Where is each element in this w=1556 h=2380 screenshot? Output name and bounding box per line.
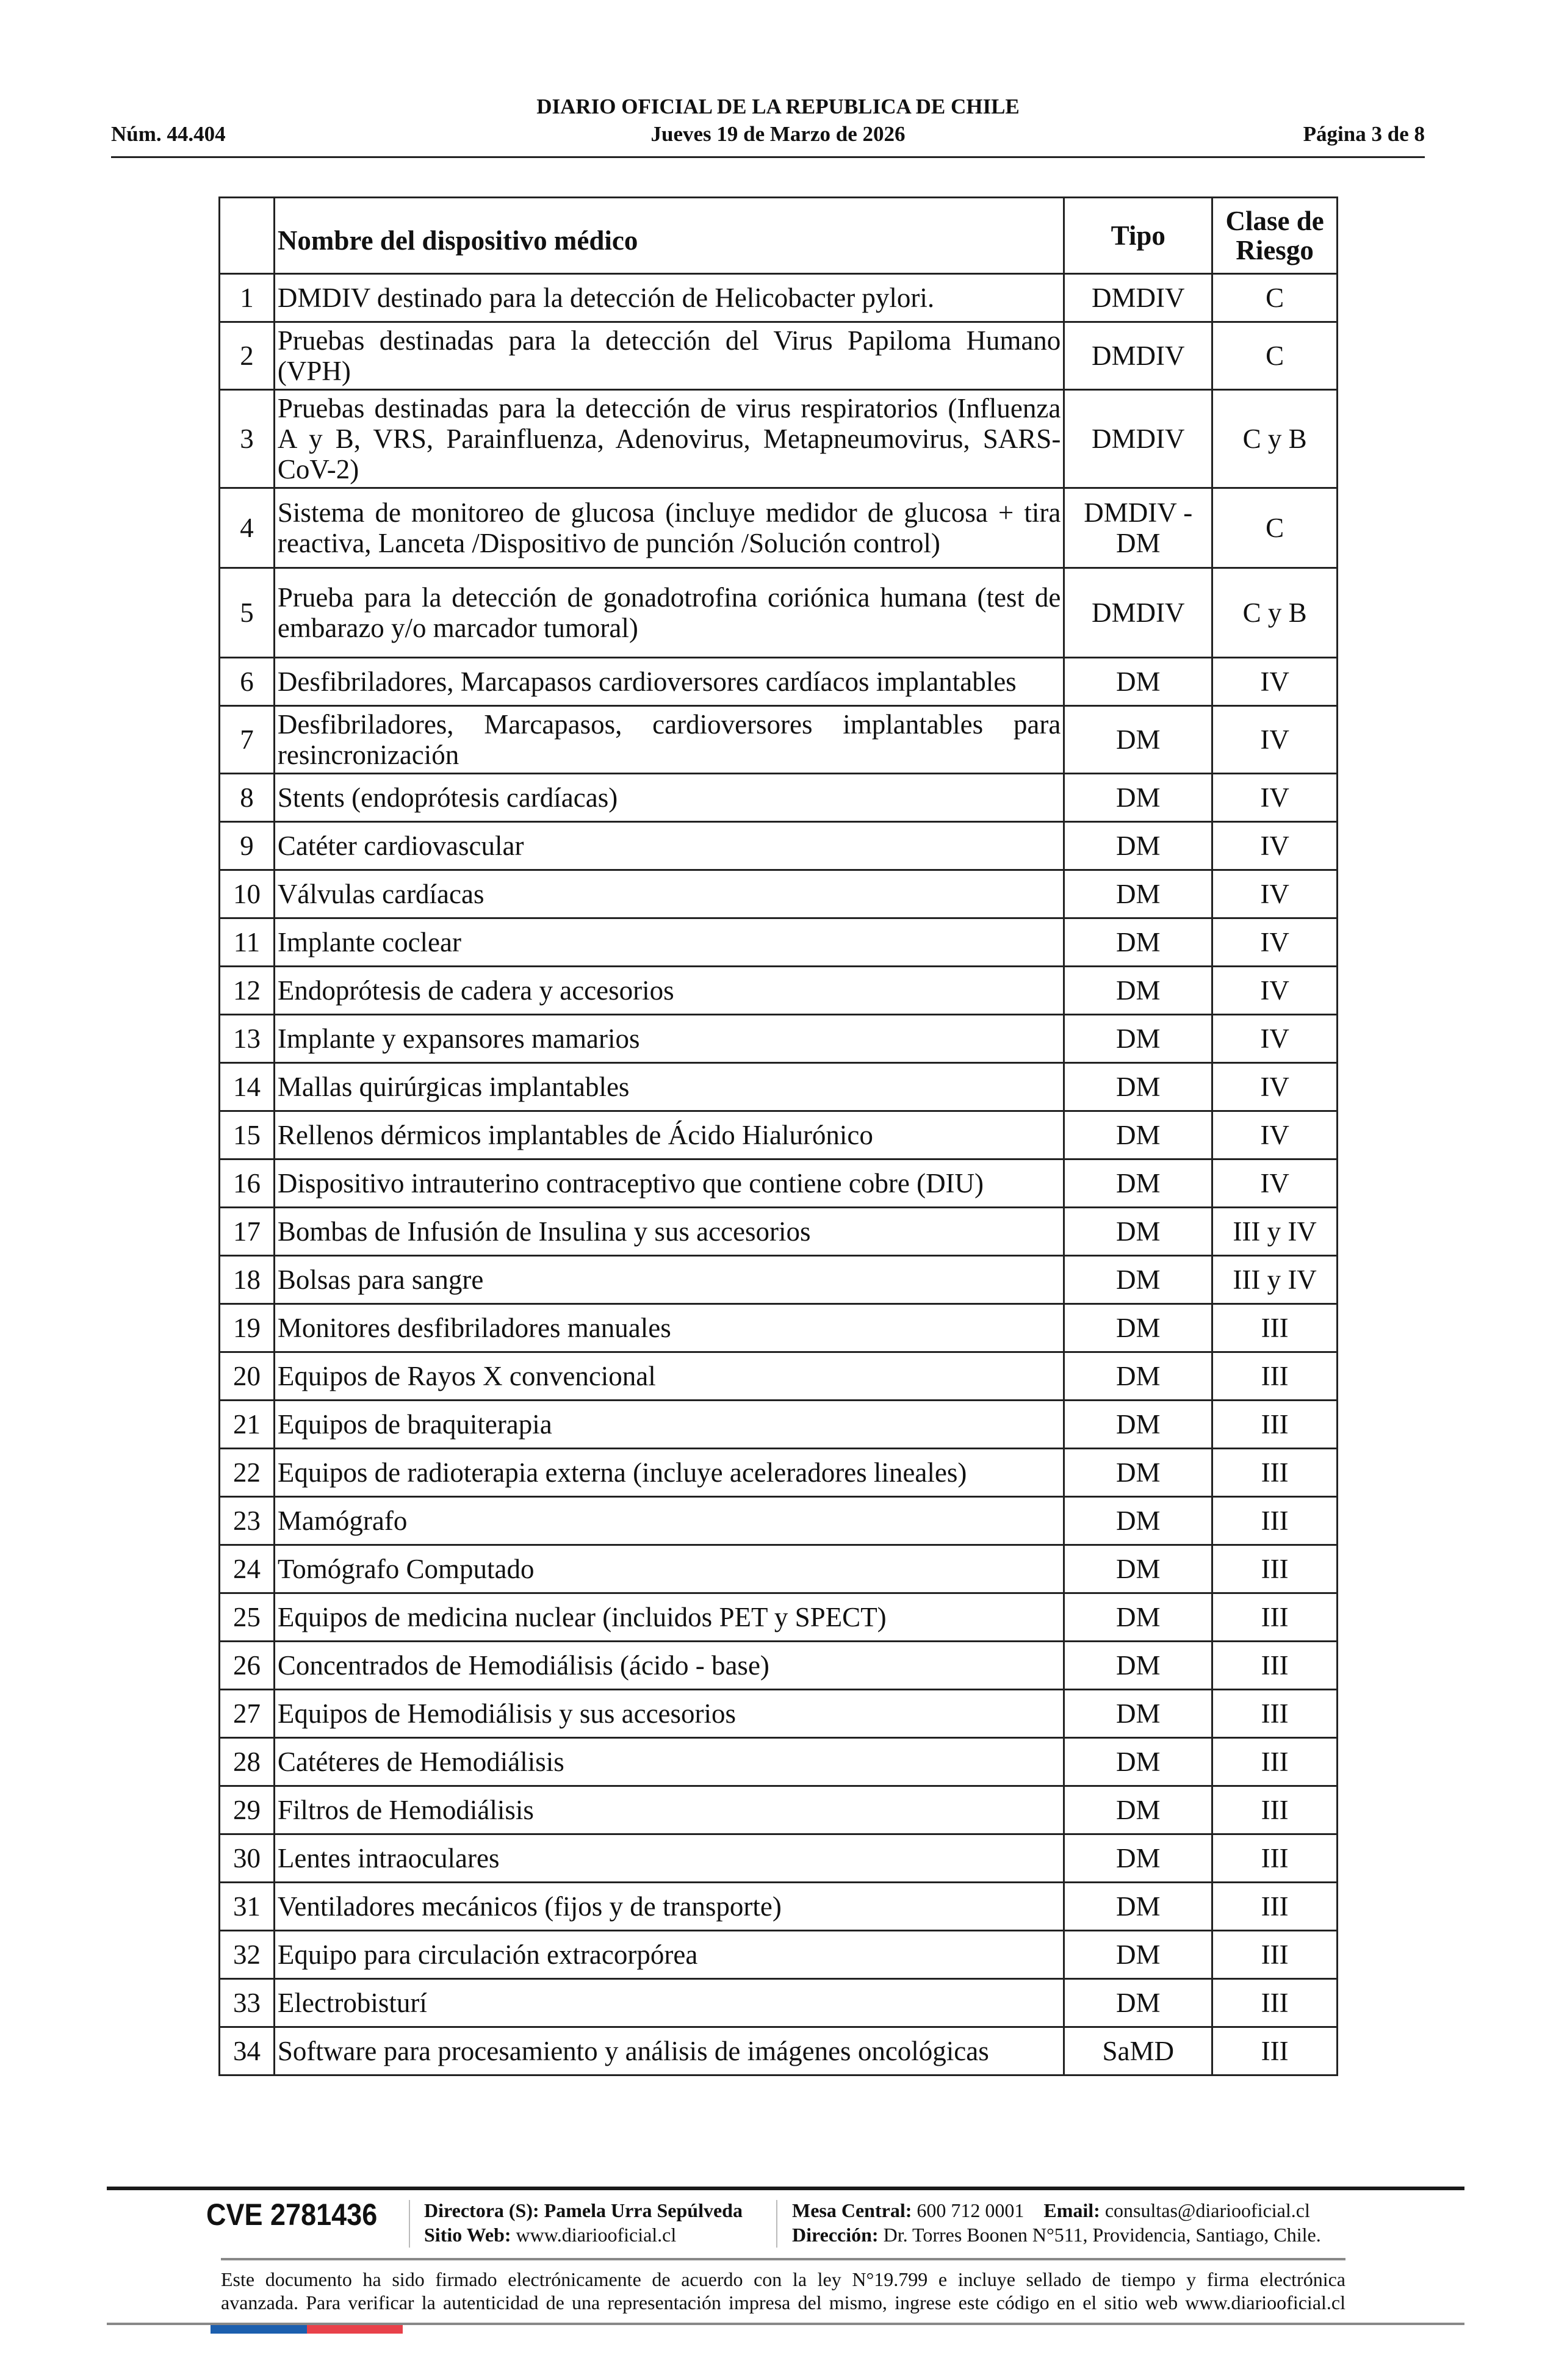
risk-class: IV xyxy=(1212,918,1338,967)
table-row xyxy=(220,1015,1338,1063)
column-header-risk-class: Clase de Riesgo xyxy=(1212,198,1338,274)
risk-class: III xyxy=(1212,1786,1338,1834)
row-number: 29 xyxy=(220,1786,275,1834)
device-type: DM xyxy=(1064,1834,1212,1883)
row-number: 17 xyxy=(220,1208,275,1256)
risk-class: III xyxy=(1212,1497,1338,1545)
risk-class: C xyxy=(1212,322,1338,390)
device-type: DMDIV xyxy=(1064,274,1212,322)
row-number: 11 xyxy=(220,918,275,967)
risk-class: IV xyxy=(1212,1015,1338,1063)
table-row xyxy=(220,870,1338,918)
table-row xyxy=(220,1304,1338,1352)
device-name: Implante coclear xyxy=(274,918,1064,967)
device-name: Rellenos dérmicos implantables de Ácido Hialurónico xyxy=(274,1111,1064,1159)
risk-class: IV xyxy=(1212,967,1338,1015)
table-row xyxy=(220,322,1338,390)
row-number: 12 xyxy=(220,967,275,1015)
risk-class: C xyxy=(1212,274,1338,322)
risk-class: III xyxy=(1212,1401,1338,1449)
table-row xyxy=(220,1545,1338,1593)
row-number: 1 xyxy=(220,274,275,322)
table-row xyxy=(220,967,1338,1015)
device-type: DM xyxy=(1064,1690,1212,1738)
phone-label: Mesa Central: xyxy=(792,2199,912,2221)
device-name: Implante y expansores mamarios xyxy=(274,1015,1064,1063)
risk-class: III xyxy=(1212,1690,1338,1738)
device-type: DM xyxy=(1064,1256,1212,1304)
table-row xyxy=(220,1834,1338,1883)
device-name: Catéteres de Hemodiálisis xyxy=(274,1738,1064,1786)
row-number: 10 xyxy=(220,870,275,918)
device-name: Bombas de Infusión de Insulina y sus accesorios xyxy=(274,1208,1064,1256)
table-row xyxy=(220,1979,1338,2027)
device-name: Mallas quirúrgicas implantables xyxy=(274,1063,1064,1111)
table-row xyxy=(220,274,1338,322)
device-name: Desfibriladores, Marcapasos, cardioversores implantables para resincronización xyxy=(274,706,1064,774)
table-row xyxy=(220,568,1338,658)
footer-separator xyxy=(409,2200,410,2248)
device-name: Sistema de monitoreo de glucosa (incluye medidor de glucosa + tira reactiva, Lanceta /Dispositivo de punción /Solución control) xyxy=(274,488,1064,568)
risk-class: III xyxy=(1212,1352,1338,1401)
address-value: Dr. Torres Boonen N°511, Providencia, Santiago, Chile. xyxy=(883,2224,1321,2246)
row-number: 30 xyxy=(220,1834,275,1883)
device-type: DM xyxy=(1064,1545,1212,1593)
device-name: Monitores desfibriladores manuales xyxy=(274,1304,1064,1352)
risk-class: C xyxy=(1212,488,1338,568)
risk-class: III xyxy=(1212,1545,1338,1593)
device-name: Dispositivo intrauterino contraceptivo que contiene cobre (DIU) xyxy=(274,1159,1064,1208)
table-row xyxy=(220,918,1338,967)
table-row xyxy=(220,822,1338,870)
row-number: 18 xyxy=(220,1256,275,1304)
device-type: DM xyxy=(1064,1642,1212,1690)
column-header-type: Tipo xyxy=(1064,198,1212,274)
device-name: Equipo para circulación extracorpórea xyxy=(274,1931,1064,1979)
device-name: Desfibriladores, Marcapasos cardioversores cardíacos implantables xyxy=(274,658,1064,706)
device-type: DM xyxy=(1064,1979,1212,2027)
email-link[interactable]: consultas@diariooficial.cl xyxy=(1104,2199,1310,2221)
device-type: DM xyxy=(1064,1497,1212,1545)
table-row xyxy=(220,1642,1338,1690)
device-type: DM xyxy=(1064,967,1212,1015)
column-header-number xyxy=(220,198,275,274)
risk-class: III xyxy=(1212,2027,1338,2075)
row-number: 13 xyxy=(220,1015,275,1063)
header-divider xyxy=(111,156,1425,158)
device-type: DM xyxy=(1064,1111,1212,1159)
table-row xyxy=(220,774,1338,822)
risk-class: III xyxy=(1212,1834,1338,1883)
risk-class: III xyxy=(1212,1642,1338,1690)
row-number: 25 xyxy=(220,1593,275,1642)
device-name: Electrobisturí xyxy=(274,1979,1064,2027)
flag-stripe-red xyxy=(307,2325,403,2334)
row-number: 4 xyxy=(220,488,275,568)
device-type: DM xyxy=(1064,1352,1212,1401)
device-type: DMDIV xyxy=(1064,568,1212,658)
signature-notice-line: avanzada. Para verificar la autenticidad de una representación impresa del mismo, ingrese este código en el sitio web www.diariooficial.cl xyxy=(221,2292,1345,2313)
device-name: Equipos de braquiterapia xyxy=(274,1401,1064,1449)
table-row xyxy=(220,488,1338,568)
table-row xyxy=(220,1497,1338,1545)
row-number: 3 xyxy=(220,390,275,488)
device-type: DM xyxy=(1064,1159,1212,1208)
device-type: DMDIV xyxy=(1064,322,1212,390)
device-type: DM xyxy=(1064,1015,1212,1063)
row-number: 19 xyxy=(220,1304,275,1352)
device-type: DM xyxy=(1064,822,1212,870)
director-label: Directora (S): xyxy=(424,2199,539,2221)
device-name: Equipos de medicina nuclear (incluidos PET y SPECT) xyxy=(274,1593,1064,1642)
device-name: Pruebas destinadas para la detección de virus respiratorios (Influenza A y B, VRS, Parainfluenza, Adenovirus, Metapneumovirus, SARS-CoV-2) xyxy=(274,390,1064,488)
device-name: Stents (endoprótesis cardíacas) xyxy=(274,774,1064,822)
device-type: DM xyxy=(1064,1931,1212,1979)
risk-class: III xyxy=(1212,1738,1338,1786)
phone-value: 600 712 0001 xyxy=(917,2199,1025,2221)
row-number: 31 xyxy=(220,1883,275,1931)
row-number: 5 xyxy=(220,568,275,658)
device-name: Filtros de Hemodiálisis xyxy=(274,1786,1064,1834)
risk-class: IV xyxy=(1212,1063,1338,1111)
device-type: DM xyxy=(1064,1208,1212,1256)
address-label: Dirección: xyxy=(792,2224,879,2246)
risk-class: III y IV xyxy=(1212,1256,1338,1304)
device-name: Pruebas destinadas para la detección del Virus Papiloma Humano (VPH) xyxy=(274,322,1064,390)
web-link[interactable]: www.diariooficial.cl xyxy=(516,2224,677,2246)
device-name: Equipos de Rayos X convencional xyxy=(274,1352,1064,1401)
table-row xyxy=(220,390,1338,488)
risk-class: III xyxy=(1212,1979,1338,2027)
risk-class: III xyxy=(1212,1883,1338,1931)
risk-class: IV xyxy=(1212,1111,1338,1159)
table-body xyxy=(220,274,1338,2075)
device-name: Catéter cardiovascular xyxy=(274,822,1064,870)
device-name: Bolsas para sangre xyxy=(274,1256,1064,1304)
device-name: Endoprótesis de cadera y accesorios xyxy=(274,967,1064,1015)
row-number: 27 xyxy=(220,1690,275,1738)
device-type: DM xyxy=(1064,1449,1212,1497)
device-type: DMDIV xyxy=(1064,390,1212,488)
device-type: DM xyxy=(1064,918,1212,967)
row-number: 33 xyxy=(220,1979,275,2027)
table-row xyxy=(220,1738,1338,1786)
device-type: DM xyxy=(1064,706,1212,774)
medical-devices-table xyxy=(218,197,1338,2076)
row-number: 20 xyxy=(220,1352,275,1401)
risk-class: III xyxy=(1212,1449,1338,1497)
device-type: DM xyxy=(1064,1304,1212,1352)
risk-class: IV xyxy=(1212,706,1338,774)
table-header-row xyxy=(220,198,1338,274)
device-name: Prueba para la detección de gonadotrofina coriónica humana (test de embarazo y/o marcador tumoral) xyxy=(274,568,1064,658)
table-row xyxy=(220,1931,1338,1979)
device-name: Software para procesamiento y análisis de imágenes oncológicas xyxy=(274,2027,1064,2075)
row-number: 26 xyxy=(220,1642,275,1690)
device-type: DM xyxy=(1064,774,1212,822)
row-number: 8 xyxy=(220,774,275,822)
device-name: Ventiladores mecánicos (fijos y de transporte) xyxy=(274,1883,1064,1931)
director-name: Pamela Urra Sepúlveda xyxy=(544,2199,743,2221)
web-label: Sitio Web: xyxy=(424,2224,511,2246)
table-row xyxy=(220,1401,1338,1449)
row-number: 16 xyxy=(220,1159,275,1208)
row-number: 9 xyxy=(220,822,275,870)
row-number: 28 xyxy=(220,1738,275,1786)
table-row xyxy=(220,706,1338,774)
publication-title: DIARIO OFICIAL DE LA REPUBLICA DE CHILE xyxy=(536,95,1020,118)
footer-separator xyxy=(776,2200,777,2248)
table-row xyxy=(220,1352,1338,1401)
device-type: DM xyxy=(1064,1883,1212,1931)
flag-stripe-blue xyxy=(211,2325,307,2334)
risk-class: IV xyxy=(1212,774,1338,822)
table-row xyxy=(220,1883,1338,1931)
device-type: DM xyxy=(1064,870,1212,918)
row-number: 32 xyxy=(220,1931,275,1979)
device-name: Equipos de Hemodiálisis y sus accesorios xyxy=(274,1690,1064,1738)
device-name: Válvulas cardíacas xyxy=(274,870,1064,918)
footer-divider xyxy=(107,2187,1464,2190)
table-row xyxy=(220,1256,1338,1304)
risk-class: III xyxy=(1212,1593,1338,1642)
device-name: Concentrados de Hemodiálisis (ácido - base) xyxy=(274,1642,1064,1690)
table-row xyxy=(220,2027,1338,2075)
device-type: DM xyxy=(1064,1593,1212,1642)
device-type: DM xyxy=(1064,1063,1212,1111)
device-type: DM xyxy=(1064,1401,1212,1449)
device-type: SaMD xyxy=(1064,2027,1212,2075)
signature-notice xyxy=(221,2268,1345,2314)
row-number: 22 xyxy=(220,1449,275,1497)
table-row xyxy=(220,1208,1338,1256)
table-row xyxy=(220,1786,1338,1834)
footer-contact-right xyxy=(792,2198,1321,2247)
risk-class: III xyxy=(1212,1931,1338,1979)
column-header-name: Nombre del dispositivo médico xyxy=(274,198,1064,274)
page-number: Página 3 de 8 xyxy=(1303,122,1425,146)
device-type: DM xyxy=(1064,1738,1212,1786)
device-name: Mamógrafo xyxy=(274,1497,1064,1545)
row-number: 34 xyxy=(220,2027,275,2075)
risk-class: C y B xyxy=(1212,390,1338,488)
cve-code: CVE 2781436 xyxy=(206,2198,378,2232)
table-row xyxy=(220,1593,1338,1642)
device-name: Equipos de radioterapia externa (incluye aceleradores lineales) xyxy=(274,1449,1064,1497)
device-type: DM xyxy=(1064,658,1212,706)
email-label: Email: xyxy=(1043,2199,1100,2221)
risk-class: C y B xyxy=(1212,568,1338,658)
device-name: Tomógrafo Computado xyxy=(274,1545,1064,1593)
risk-class: III y IV xyxy=(1212,1208,1338,1256)
risk-class: IV xyxy=(1212,822,1338,870)
table-row xyxy=(220,1111,1338,1159)
row-number: 21 xyxy=(220,1401,275,1449)
row-number: 23 xyxy=(220,1497,275,1545)
table-row xyxy=(220,1449,1338,1497)
table-row xyxy=(220,1063,1338,1111)
risk-class: IV xyxy=(1212,658,1338,706)
signature-notice-line: Este documento ha sido firmado electrónicamente de acuerdo con la ley N°19.799 e incluye sellado de tiempo y firma electrónica xyxy=(221,2268,1345,2290)
risk-class: IV xyxy=(1212,1159,1338,1208)
risk-class: III xyxy=(1212,1304,1338,1352)
device-name: Lentes intraoculares xyxy=(274,1834,1064,1883)
row-number: 7 xyxy=(220,706,275,774)
issue-number: Núm. 44.404 xyxy=(111,122,226,146)
table-row xyxy=(220,1690,1338,1738)
row-number: 2 xyxy=(220,322,275,390)
row-number: 6 xyxy=(220,658,275,706)
row-number: 14 xyxy=(220,1063,275,1111)
table-row xyxy=(220,1159,1338,1208)
row-number: 24 xyxy=(220,1545,275,1593)
device-type: DM xyxy=(1064,1786,1212,1834)
device-name: DMDIV destinado para la detección de Helicobacter pylori. xyxy=(274,274,1064,322)
publication-date: Jueves 19 de Marzo de 2026 xyxy=(650,122,906,146)
device-type: DMDIV - DM xyxy=(1064,488,1212,568)
row-number: 15 xyxy=(220,1111,275,1159)
risk-class: IV xyxy=(1212,870,1338,918)
footer-contact-left xyxy=(424,2198,743,2247)
footer-divider xyxy=(221,2258,1345,2260)
table-row xyxy=(220,658,1338,706)
